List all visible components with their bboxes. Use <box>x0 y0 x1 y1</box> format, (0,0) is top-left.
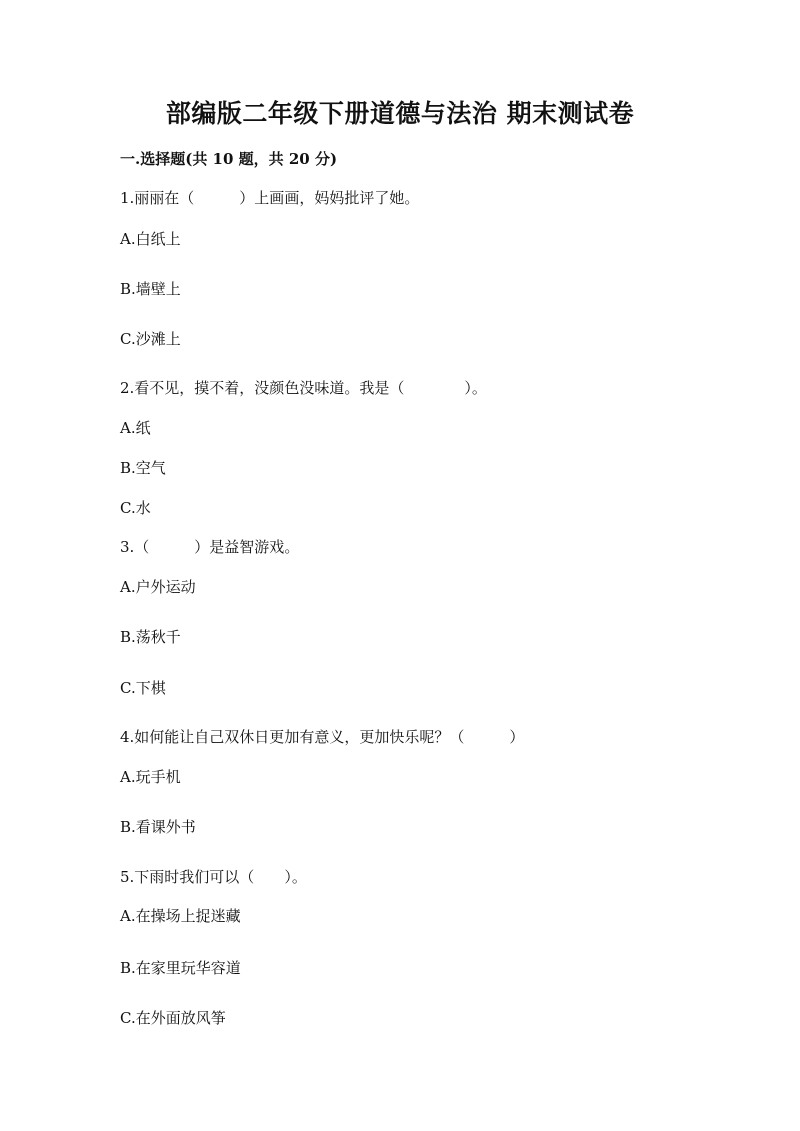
question-2-option-a: A.纸 <box>120 419 151 437</box>
question-1-option-c: C.沙滩上 <box>120 330 181 348</box>
question-1-option-a: A.白纸上 <box>120 230 181 248</box>
question-5-stem: 5.下雨时我们可以（ ）。 <box>120 868 307 886</box>
question-4-option-a: A.玩手机 <box>120 768 181 786</box>
question-2-option-c: C.水 <box>120 499 151 517</box>
question-5-option-b: B.在家里玩华容道 <box>120 959 241 977</box>
question-3-option-c: C.下棋 <box>120 679 166 697</box>
section-heading: 一.选择题(共 10 题，共 20 分) <box>120 150 338 168</box>
exam-title: 部编版二年级下册道德与法治 期末测试卷 <box>165 99 635 128</box>
question-1-stem: 1.丽丽在（ ）上画画，妈妈批评了她。 <box>120 189 420 207</box>
question-4-option-b: B.看课外书 <box>120 818 196 836</box>
question-2-option-b: B.空气 <box>120 459 166 477</box>
question-5-option-a: A.在操场上捉迷藏 <box>120 907 241 925</box>
question-1-option-b: B.墙壁上 <box>120 280 181 298</box>
question-3-option-a: A.户外运动 <box>120 578 196 596</box>
question-3-option-b: B.荡秋千 <box>120 628 181 646</box>
question-2-stem: 2.看不见，摸不着，没颜色没味道。我是（ ）。 <box>120 379 487 397</box>
question-3-stem: 3.（ ）是益智游戏。 <box>120 538 300 556</box>
question-4-stem: 4.如何能让自己双休日更加有意义，更加快乐呢？（ ） <box>120 728 525 746</box>
question-5-option-c: C.在外面放风筝 <box>120 1009 226 1027</box>
